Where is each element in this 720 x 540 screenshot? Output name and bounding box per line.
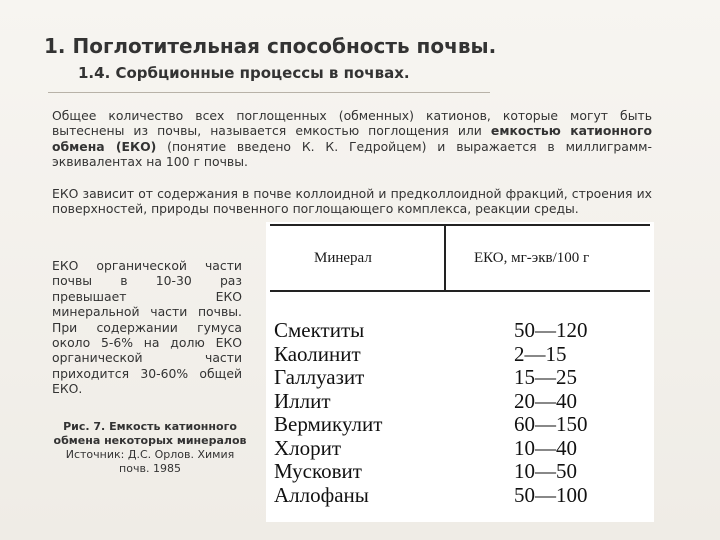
paragraph-text: (понятие введено К. К. Гедройцем) и выражается в миллиграмм-эквивалентах на 100 г почвы. bbox=[52, 138, 652, 170]
table-row bbox=[274, 436, 654, 460]
mineral-name: Аллофаны bbox=[274, 482, 369, 507]
column-header-mineral: Минерал bbox=[314, 250, 372, 266]
caption-title: Рис. 7. Емкость катионного обмена некоторых минералов bbox=[53, 420, 247, 447]
eko-value: 10—50 bbox=[514, 459, 577, 483]
mineral-name: Каолинит bbox=[274, 341, 361, 366]
table-row bbox=[274, 483, 654, 507]
table-top-border bbox=[270, 224, 650, 226]
table-row bbox=[274, 459, 654, 483]
eko-value: 2—15 bbox=[514, 341, 567, 366]
paragraph-organic-eko: ЕКО органической части почвы в 10-30 раз превышает ЕКО минеральной части почвы. При содержании гумуса около 5-6% на долю ЕКО органической части приходится 30-60% общей ЕКО. bbox=[52, 258, 242, 397]
slide-title: 1. Поглотительная способность почвы. bbox=[44, 34, 497, 58]
mineral-name: Иллит bbox=[274, 388, 331, 413]
paragraph-eko-factors: ЕКО зависит от содержания в почве коллоидной и предколлоидной фракций, строения их поверхностей, природы почвенного поглощающего комплекса, реакции среды. bbox=[52, 186, 652, 217]
table-row bbox=[274, 318, 654, 342]
table-body bbox=[274, 318, 654, 506]
figure-caption bbox=[52, 420, 248, 476]
table-row bbox=[274, 389, 654, 413]
mineral-name: Хлорит bbox=[274, 435, 342, 460]
mineral-name: Галлуазит bbox=[274, 365, 365, 389]
table-row bbox=[274, 342, 654, 366]
table-row bbox=[274, 412, 654, 436]
eko-value: 15—25 bbox=[514, 365, 577, 389]
title-divider bbox=[48, 92, 490, 93]
mineral-name: Смектиты bbox=[274, 318, 365, 342]
caption-source: Источник: Д.С. Орлов. Химия почв. 1985 bbox=[65, 448, 235, 475]
eko-value: 20—40 bbox=[514, 388, 577, 413]
paragraph-eko-definition bbox=[52, 108, 652, 170]
eko-value: 60—150 bbox=[514, 412, 588, 436]
eko-value: 10—40 bbox=[514, 435, 577, 460]
table-row bbox=[274, 365, 654, 389]
table-header-separator bbox=[444, 224, 446, 292]
column-header-eko: ЕКО, мг-экв/100 г bbox=[474, 250, 590, 266]
eko-value: 50—100 bbox=[514, 482, 588, 507]
paragraph-emphasis: емкостью катионного обмена (ЕКО) bbox=[52, 123, 652, 154]
mineral-eko-table bbox=[266, 222, 654, 522]
eko-value: 50—120 bbox=[514, 318, 588, 342]
table-header-border bbox=[270, 290, 650, 292]
mineral-name: Вермикулит bbox=[274, 412, 383, 436]
paragraph-text: Общее количество всех поглощенных (обменных) катионов, которые могут быть вытеснены из почвы, называется емкостью поглощения или bbox=[52, 108, 652, 139]
slide-subtitle: 1.4. Сорбционные процессы в почвах. bbox=[78, 64, 410, 82]
mineral-name: Мусковит bbox=[274, 459, 362, 483]
